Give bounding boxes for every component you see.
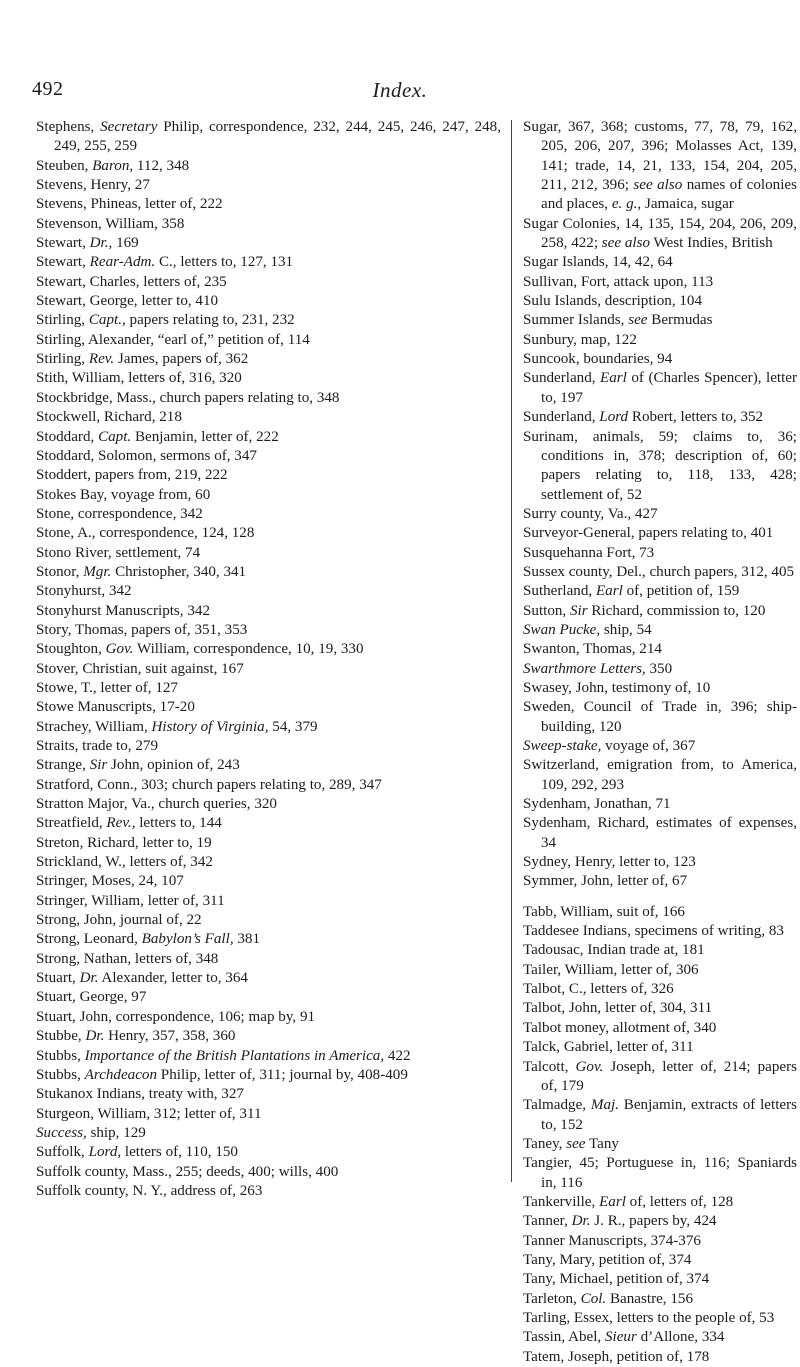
index-entry: Talbot, John, letter of, 304, 311 (523, 1000, 713, 1017)
index-entry: Stirling, Alexander, “earl of,” petition of, 114 (36, 331, 310, 348)
index-entry: Stirling, Capt., papers relating to, 231, 232 (36, 312, 295, 329)
index-entry: Sunderland, Earl of (Charles Spencer), letter to, 197 (523, 370, 798, 406)
column-divider (511, 120, 512, 1182)
index-entry: Swasey, John, testimony of, 10 (523, 679, 711, 696)
index-entry: Tadousac, Indian trade at, 181 (523, 942, 705, 959)
index-entry: Tarling, Essex, letters to the people of, 53 (523, 1309, 775, 1326)
index-entry: Stringer, William, letter of, 311 (36, 892, 225, 909)
index-entry: Stonyhurst Manuscripts, 342 (36, 602, 210, 619)
index-entry: Sweep-stake, voyage of, 367 (523, 738, 696, 754)
index-entry: Sutherland, Earl of, petition of, 159 (523, 583, 740, 600)
index-entry: Tangier, 45; Portuguese in, 116; Spaniards in, 116 (523, 1155, 797, 1191)
index-group-t (523, 903, 797, 1367)
index-entry: Stephens, Secretary Philip, correspondence, 232, 244, 245, 246, 247, 248, 249, 255, 259 (36, 119, 501, 155)
index-entry: Stubbe, Dr. Henry, 357, 358, 360 (36, 1028, 236, 1045)
index-entry: Streton, Richard, letter to, 19 (36, 834, 212, 851)
index-entry: Story, Thomas, papers of, 351, 353 (36, 621, 248, 638)
index-entry: Suffolk county, N. Y., address of, 263 (36, 1182, 263, 1199)
index-entry: Stockwell, Richard, 218 (36, 409, 182, 426)
index-entry: Suffolk county, Mass., 255; deeds, 400; wills, 400 (36, 1163, 339, 1180)
index-entry: Surry county, Va., 427 (523, 505, 658, 522)
index-entry: Stubbs, Importance of the British Plantations in America, 422 (36, 1047, 411, 1064)
index-entry: Swanton, Thomas, 214 (523, 641, 662, 658)
index-entry: Symmer, John, letter of, 67 (523, 873, 688, 890)
running-title: Index. (372, 78, 428, 102)
index-entry: Stringer, Moses, 24, 107 (36, 873, 184, 890)
index-entry: Stone, correspondence, 342 (36, 505, 203, 522)
page-header (0, 78, 800, 108)
index-entry: Strong, Leonard, Babylon’s Fall, 381 (36, 931, 261, 948)
index-entry: Swarthmore Letters, 350 (523, 660, 673, 677)
group-gap (523, 892, 797, 903)
index-entry: Strong, Nathan, letters of, 348 (36, 950, 219, 967)
index-entry: Sulu Islands, description, 104 (523, 293, 703, 310)
index-entry: Stewart, George, letter to, 410 (36, 293, 219, 310)
index-entry: Stuart, John, correspondence, 106; map by, 91 (36, 1008, 316, 1025)
index-entry: Tarleton, Col. Banastre, 156 (523, 1290, 693, 1307)
index-entry: Sullivan, Fort, attack upon, 113 (523, 273, 714, 290)
index-entry: Stuart, George, 97 (36, 989, 147, 1006)
index-entry: Stover, Christian, suit against, 167 (36, 660, 244, 677)
index-entry: Stevens, Phineas, letter of, 222 (36, 196, 223, 213)
index-entry: Stubbs, Archdeacon Philip, letter of, 311; journal by, 408-409 (36, 1066, 408, 1083)
index-entry: Surveyor-General, papers relating to, 401 (523, 525, 774, 542)
index-entry: Success, ship, 129 (36, 1124, 146, 1141)
index-entry: Sydenham, Richard, estimates of expenses, 34 (523, 815, 797, 851)
index-entry: Stonor, Mgr. Christopher, 340, 341 (36, 563, 247, 580)
index-entry: Sugar Islands, 14, 42, 64 (523, 254, 673, 271)
index-entry: Stratton Major, Va., church queries, 320 (36, 796, 277, 813)
index-entry: Taddesee Indians, specimens of writing, 83 (523, 923, 784, 940)
index-group-s (523, 118, 797, 892)
index-entry: Talck, Gabriel, letter of, 311 (523, 1039, 694, 1056)
index-entry: Stevenson, William, 358 (36, 215, 185, 232)
index-entry: Stoughton, Gov. William, correspondence, 10, 19, 330 (36, 641, 364, 658)
index-entry: Stirling, Rev. James, papers of, 362 (36, 351, 249, 368)
index-entry: Stono River, settlement, 74 (36, 544, 201, 561)
index-entry: Tany, Mary, petition of, 374 (523, 1251, 692, 1268)
index-entry: Stoddard, Capt. Benjamin, letter of, 222 (36, 428, 279, 445)
index-entry: Stukanox Indians, treaty with, 327 (36, 1086, 244, 1103)
index-column-right (523, 118, 797, 1367)
index-entry: Stevens, Henry, 27 (36, 177, 150, 194)
index-entry: Sugar Colonies, 14, 135, 154, 204, 206, 209, 258, 422; see also West Indies, British (523, 215, 797, 252)
index-entry: Talbot money, allotment of, 340 (523, 1019, 717, 1036)
index-entry: Suffolk, Lord, letters of, 110, 150 (36, 1144, 238, 1161)
index-entry: Streatfield, Rev., letters to, 144 (36, 815, 222, 832)
index-entry: Summer Islands, see Bermudas (523, 312, 713, 329)
index-entry: Stowe, T., letter of, 127 (36, 679, 178, 696)
index-entry: Tankerville, Earl of, letters of, 128 (523, 1193, 734, 1210)
index-entry: Talmadge, Maj. Benjamin, extracts of letters to, 152 (523, 1097, 797, 1133)
index-entry: Suncook, boundaries, 94 (523, 351, 673, 368)
index-entry: Stewart, Dr., 169 (36, 235, 139, 252)
index-entry: Tailer, William, letter of, 306 (523, 961, 699, 978)
index-entry: Stonyhurst, 342 (36, 583, 132, 600)
index-entry: Tatem, Joseph, petition of, 178 (523, 1348, 710, 1365)
index-entry: Tany, Michael, petition of, 374 (523, 1271, 710, 1288)
index-entry: Switzerland, emigration from, to America, 109, 292, 293 (523, 757, 797, 793)
index-entry: Sugar, 367, 368; customs, 77, 78, 79, 162, 205, 206, 207, 396; Molasses Act, 139, 141; trade, 14, 21, 133, 154, 204, 205, 211, 212, 396; see also names of colonies and places, e. g., Jamaica, sugar (523, 119, 797, 213)
index-entry: Sturgeon, William, 312; letter of, 311 (36, 1105, 262, 1122)
index-entry: Taney, see Tany (523, 1135, 619, 1152)
index-entry: Tabb, William, suit of, 166 (523, 903, 685, 920)
index-column-left (36, 118, 501, 1201)
index-entry: Swan Pucke, ship, 54 (523, 621, 652, 638)
index-entry: Talcott, Gov. Joseph, letter of, 214; papers of, 179 (523, 1058, 797, 1094)
index-entry: Sunbury, map, 122 (523, 331, 637, 348)
index-entry: Strong, John, journal of, 22 (36, 912, 202, 929)
index-entry: Talbot, C., letters of, 326 (523, 981, 674, 998)
index-entry: Tanner Manuscripts, 374-376 (523, 1232, 701, 1249)
index-entry: Sweden, Council of Trade in, 396; ship-building, 120 (523, 699, 797, 735)
index-entry: Sydenham, Jonathan, 71 (523, 796, 671, 813)
index-entry: Stowe Manuscripts, 17-20 (36, 699, 195, 716)
index-entry: Stuart, Dr. Alexander, letter to, 364 (36, 970, 248, 987)
index-entry: Stith, William, letters of, 316, 320 (36, 370, 242, 387)
index-entry: Stoddard, Solomon, sermons of, 347 (36, 447, 257, 464)
index-entry: Sunderland, Lord Robert, letters to, 352 (523, 409, 764, 426)
index-entry: Stone, A., correspondence, 124, 128 (36, 525, 255, 542)
index-entry: Stoddert, papers from, 219, 222 (36, 467, 228, 484)
index-entry: Strickland, W., letters of, 342 (36, 854, 213, 871)
index-entry: Sussex county, Del., church papers, 312, 405 (523, 563, 795, 580)
index-entry: Sutton, Sir Richard, commission to, 120 (523, 602, 766, 619)
index-entry: Steuben, Baron, 112, 348 (36, 157, 190, 174)
index-entry: Strachey, William, History of Virginia, 54, 379 (36, 718, 318, 735)
index-entry: Strange, Sir John, opinion of, 243 (36, 757, 240, 774)
index-entry: Stratford, Conn., 303; church papers relating to, 289, 347 (36, 776, 382, 793)
index-entry: Straits, trade to, 279 (36, 738, 158, 754)
index-entry: Susquehanna Fort, 73 (523, 544, 655, 561)
index-entry: Tanner, Dr. J. R., papers by, 424 (523, 1213, 717, 1230)
index-entry: Tassin, Abel, Sieur d’Allone, 334 (523, 1329, 725, 1346)
index-entry: Surinam, animals, 59; claims to, 36; conditions in, 378; description of, 60; papers relating to, 118, 133, 428; settlement of, 52 (523, 428, 797, 503)
index-entry: Sydney, Henry, letter to, 123 (523, 854, 696, 871)
index-entry: Stewart, Rear-Adm. C., letters to, 127, 131 (36, 254, 294, 271)
index-entry: Stokes Bay, voyage from, 60 (36, 486, 211, 503)
index-entry: Stewart, Charles, letters of, 235 (36, 273, 227, 290)
index-entry: Stockbridge, Mass., church papers relating to, 348 (36, 389, 340, 406)
page-number: 492 (32, 78, 64, 100)
